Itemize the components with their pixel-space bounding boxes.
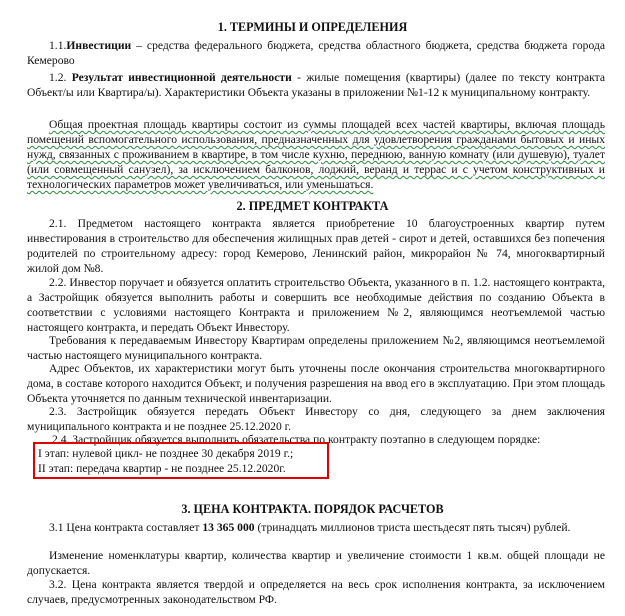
paragraph-nomenclature: Изменение номенклатуры квартир, количества квартир и увеличение стоимости 1 кв.м. общей площади не допускается. bbox=[27, 549, 605, 577]
term-investments: Инвестиции bbox=[66, 39, 132, 52]
paragraph-requirements: Требования к передаваемым Инвестору Квартирам определены приложением №2, являющимся неотъемлемой частью настоящего муниципального контракта. bbox=[27, 334, 605, 362]
paragraph-2-4: 2.4. Застройщик обязуется выполнить обязательства по контракту поэтапно в следующем порядке: bbox=[52, 433, 541, 446]
p1-2-number: 1.2. bbox=[49, 71, 67, 84]
paragraph-3-1 bbox=[27, 520, 605, 535]
paragraph-total-area bbox=[27, 117, 605, 192]
paragraph-2-1: 2.1. Предметом настоящего контракта является приобретение 10 благоустроенных квартир путем инвестирования в строительство для обеспечения жилищных прав детей - сирот и детей, оставшихся без попечения родителей по строительному адресу: город Кемерово, Ленинский район, микрорайон № 74, многоквартирный жилой дом №8. bbox=[27, 217, 605, 275]
p1-2-text: - жилые помещения (квартиры) (далее по тексту контракта Объект/ы или Квартира/ы). Характеристики Объекта указаны в приложении №1-12 к муниципальному контракту. bbox=[27, 71, 605, 99]
total-area-text: Общая проектная площадь квартиры состоит из суммы площадей всех частей квартиры, включая площадь помещений вспомогательного использования, предназначенных для удовлетворения гражданами бытовых и иных нужд, связанных с проживанием в квартире, в том числе кухню, переднюю, ванную комнату (или душевую), туалет (или совмещенный санузел), за исключением балконов, лоджий, веранд и террас и с учетом конструктивных и технологических параметров может увеличиваться, или уменьшаться. bbox=[27, 118, 605, 191]
paragraph-3-2: 3.2. Цена контракта является твердой и определяется на весь срок исполнения контракта, за исключением случаев, предусмотренных законодательством РФ. bbox=[27, 578, 605, 606]
paragraph-2-2: 2.2. Инвестор поручает и обязуется оплатить строительство Объекта, указанного в п. 1.2. настоящего контракта, а Застройщик обязуется выполнить работы и совершить все необходимые действия по созданию Объекта в соответствии с условиями настоящего Контракта и приложением №2, являющимся неотъемлемой частью настоящего контракта, и передать Объект Инвестору. bbox=[27, 276, 605, 334]
stage-2-line: II этап: передача квартир - не позднее 25.12.2020г. bbox=[38, 462, 286, 475]
paragraph-2-3: 2.3. Застройщик обязуется передать Объект Инвестору со дня, следующего за днем заключения муниципального контракта и не позднее 25.12.2020 г. bbox=[27, 405, 605, 433]
stage-1-line: I этап: нулевой цикл- не позднее 30 декабря 2019 г.; bbox=[38, 447, 294, 460]
p3-1-text-start: 3.1 Цена контракта составляет bbox=[49, 521, 203, 534]
section-2-title: 2. ПРЕДМЕТ КОНТРАКТА bbox=[236, 199, 389, 213]
paragraph-1-2 bbox=[27, 70, 605, 100]
p1-1-text: – средства федерального бюджета, средства областного бюджета, средства бюджета города Кемерово bbox=[27, 39, 605, 67]
section-1-title: 1. ТЕРМИНЫ И ОПРЕДЕЛЕНИЯ bbox=[217, 20, 408, 34]
paragraph-1-1 bbox=[27, 38, 605, 68]
p1-1-number: 1.1. bbox=[49, 39, 67, 52]
section-3-title: 3. ЦЕНА КОНТРАКТА. ПОРЯДОК РАСЧЕТОВ bbox=[181, 502, 444, 516]
term-investment-result: Результат инвестиционной деятельности bbox=[71, 71, 292, 84]
paragraph-object-address: Адрес Объектов, их характеристики могут быть уточнены после окончания строительства многоквартирного дома, в составе которого находится Объект, и получения разрешения на ввод его в эксплуатацию. При этом площадь Объекта уточняется по данным технической инвентаризации. bbox=[27, 362, 605, 405]
contract-amount: 13 365 000 bbox=[202, 521, 255, 534]
p3-1-text-end: (тринадцать миллионов триста шестьдесят пять тысяч) рублей. bbox=[254, 521, 571, 534]
